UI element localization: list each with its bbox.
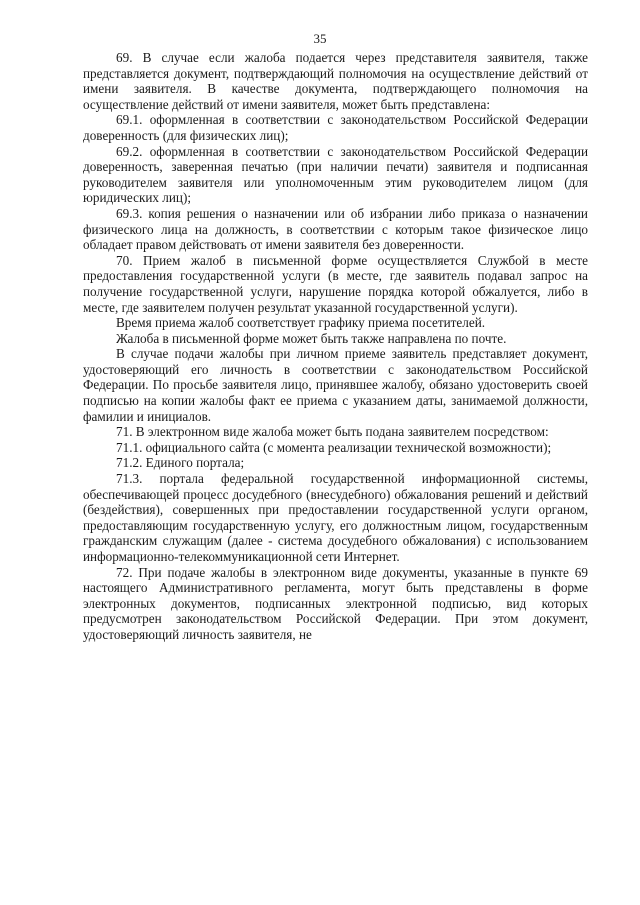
paragraph-69: 69. В случае если жалоба подается через представителя заявителя, также представляется документ, подтверждающий полномочия на осуществление действий от имени заявителя. В качестве документа, подтверждающего полномочия на осуществление действий от имени заявителя, может быть представлена: [83,50,588,112]
page-number: 35 [313,31,327,46]
paragraph-personal-reception: В случае подачи жалобы при личном приеме заявитель представляет документ, удостоверяющий его личность в соответствии с законодательством Российской Федерации. По просьбе заявителя лицо, принявшее жалобу, обязано удостоверить своей подписью на копии жалобы факт ее приема с указанием даты, занимаемой должности, фамилии и инициалов. [83,346,588,424]
document-body [83,50,588,643]
paragraph-reception-time: Время приема жалоб соответствует графику приема посетителей. [116,315,486,331]
paragraph-71: 71. В электронном виде жалоба может быть подана заявителем посредством: [116,424,549,440]
paragraph-72: 72. При подаче жалобы в электронном виде документы, указанные в пункте 69 настоящего Административного регламента, могут быть представлены в форме электронных документов, подписанных электронной подписью, вид которых предусмотрен законодательством Российской Федерации. При этом документ, удостоверяющий личность заявителя, не [83,564,588,642]
paragraph-71-2: 71.2. Единого портала; [116,455,245,471]
paragraph-postal-complaint: Жалоба в письменной форме может быть также направлена по почте. [116,330,507,346]
paragraph-69-3: 69.3. копия решения о назначении или об избрании либо приказа о назначении физического лица на должность, в соответствии с которым такое физическое лицо обладает правом действовать от имени заявителя без доверенности. [83,205,588,253]
paragraph-69-2: 69.2. оформленная в соответствии с законодательством Российской Федерации доверенность, заверенная печатью (при наличии печати) заявителя и подписанная руководителем заявителя или уполномоченным этим руководителем лицом (для юридических лиц); [83,143,588,206]
paragraph-71-3: 71.3. портала федеральной государственной информационной системы, обеспечивающей процесс досудебного (внесудебного) обжалования решений и действий (бездействия), совершенных при предоставлении государственной услуги органом, предоставляющим государственную услугу, его должностным лицом, государственным гражданским служащим (далее - система досудебного обжалования) с использованием информационно-телекоммуникационной сети Интернет. [83,471,588,564]
paragraph-70: 70. Прием жалоб в письменной форме осуществляется Службой в месте предоставления государственной услуги (в месте, где заявитель подавал запрос на получение государственной услуги, нарушение порядка которой обжалуется, либо в месте, где заявителем получен результат указанной государственной услуги). [83,252,588,315]
paragraph-69-1: 69.1. оформленная в соответствии с законодательством Российской Федерации доверенность (для физических лиц); [83,112,588,143]
paragraph-71-1: 71.1. официального сайта (с момента реализации технической возможности); [116,439,552,455]
